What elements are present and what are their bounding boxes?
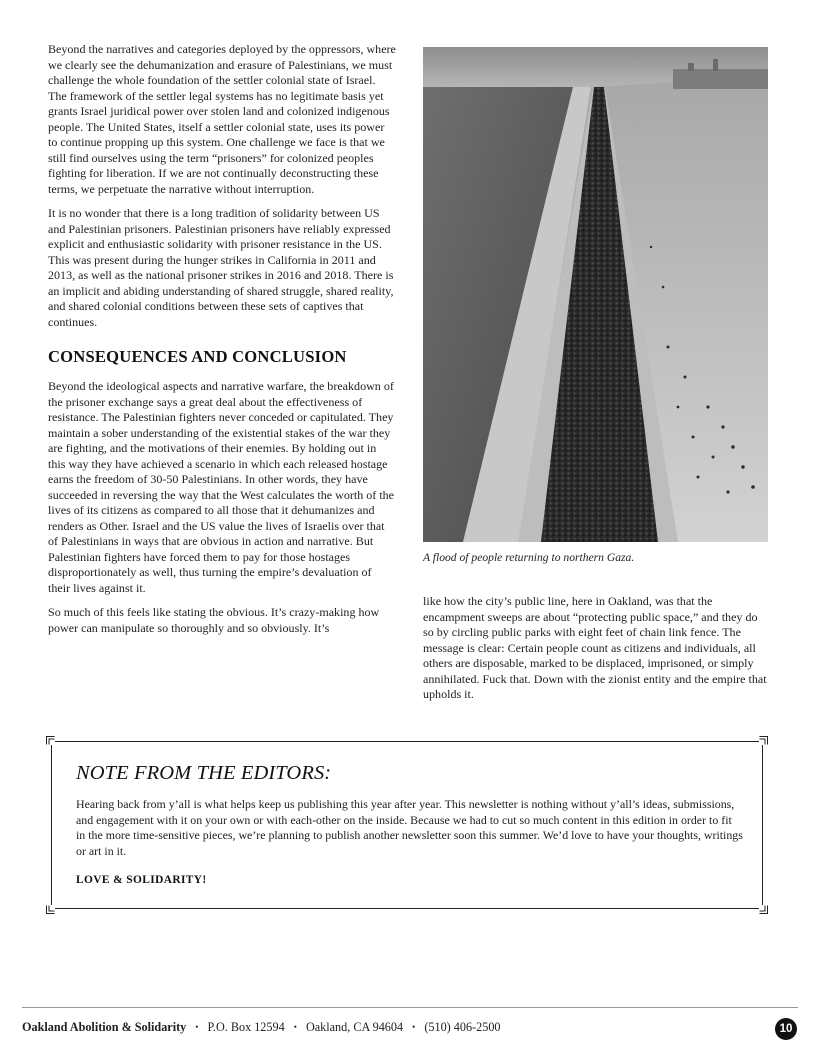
corner-ornament-icon [46, 736, 55, 745]
footer-address: P.O. Box 12594 [207, 1020, 285, 1034]
footer-org-name: Oakland Abolition & Solidarity [22, 1020, 187, 1034]
footer-phone: (510) 406-2500 [424, 1020, 501, 1034]
corner-ornament-icon [759, 905, 768, 914]
footer-separator: • [195, 1022, 199, 1032]
paragraph: like how the city’s public line, here in Oakland, was that the encampment sweeps are about “protecting public space,” and they do so by circling public parks with eight feet of chain link fence. The message is clear: Certain people count as citizens and individuals, all others are disposable, marked to be displaced, imprisoned, or simply annihilated. Fuck that. Down with the zionist entity and the empire that upholds it. [423, 594, 767, 701]
footer-divider [22, 1007, 798, 1008]
paragraph: Beyond the narratives and categories deployed by the oppressors, where we clearly see the dehumanization and erasure of Palestinians, we must challenge the whole foundation of the settler colonial state of Israel. The framework of the settler legal systems has no legitimate basis yet grants Israel juridical power over stolen land and colonized indigenous people. The United States, itself a settler colonial state, uses its power to continue propping up this system. One challenge we face is that we still find ourselves using the term “prisoners” for colonized peoples fighting for liberation. If we are not continually deconstructing these terms, we perpetuate the narrative without interruption. [48, 42, 396, 196]
corner-ornament-icon [759, 736, 768, 745]
photo-caption: A flood of people returning to northern Gaza. [423, 551, 635, 564]
gaza-crowd-photo [423, 47, 768, 542]
editors-note-box [51, 741, 763, 909]
editors-note-title: NOTE FROM THE EDITORS: [76, 762, 332, 784]
editors-note-body: Hearing back from y’all is what helps keep us publishing this year after year. This newsletter is nothing without y’all’s ideas, submissions, and engagement with it on your own or with each-other on the inside. Because we had to cut so much content in this edition in order to fit in the more time-sensitive pieces, we’re planning to publish another newsletter soon this summer. We’d love to have your thoughts, writings or art in it. [76, 797, 743, 858]
footer-city: Oakland, CA 94604 [305, 1020, 404, 1034]
footer-separator: • [412, 1022, 416, 1032]
article-left-column [48, 42, 396, 645]
editors-note-signoff: LOVE & SOLIDARITY! [76, 874, 207, 886]
article-right-column [423, 594, 768, 703]
corner-ornament-icon [46, 905, 55, 914]
footer-separator: • [293, 1022, 297, 1032]
section-heading: CONSEQUENCES AND CONCLUSION [48, 347, 347, 366]
page-number-badge: 10 [775, 1018, 797, 1040]
paragraph: So much of this feels like stating the obvious. It’s crazy-making how power can manipulate so thoroughly and so obviously. It’s [48, 605, 380, 635]
footer [22, 1020, 501, 1035]
paragraph: It is no wonder that there is a long tradition of solidarity between US and Palestinian prisoners. Palestinian prisoners have reliably expressed explicit and enthusiastic solidarity with prisoner resistance in the US. This was present during the hunger strikes in California in 2011 and 2013, as well as the national prisoner strikes in 2016 and 2018. There is an implicit and abiding understanding of shared struggle, shared reality, and shared colonial conditions between these sets of captives that continues. [48, 206, 394, 329]
paragraph: Beyond the ideological aspects and narrative warfare, the breakdown of the prisoner exchange says a great deal about the effectiveness of resistance. The Palestinian fighters never conceded or capitulated. They maintain a sober understanding of the existential stakes of the war they are fighting, and the motivations of their enemies. By holding out in this way they have achieved a scenario in which each released hostage earns the freedom of 30-50 Palestinians. In other words, they have succeeded in reversing the way that the West calculates the worth of the lives of its citizens as compared to all those that it dehumanizes and renders as Other. Israel and the US value the lives of Israelis over that of Palestinians in ways that are obvious in action and narrative. But Palestinian fighters have forced them to pay for those hostages disproportionately as well, thus turning the empire’s devaluation of their lives against it. [48, 379, 395, 595]
